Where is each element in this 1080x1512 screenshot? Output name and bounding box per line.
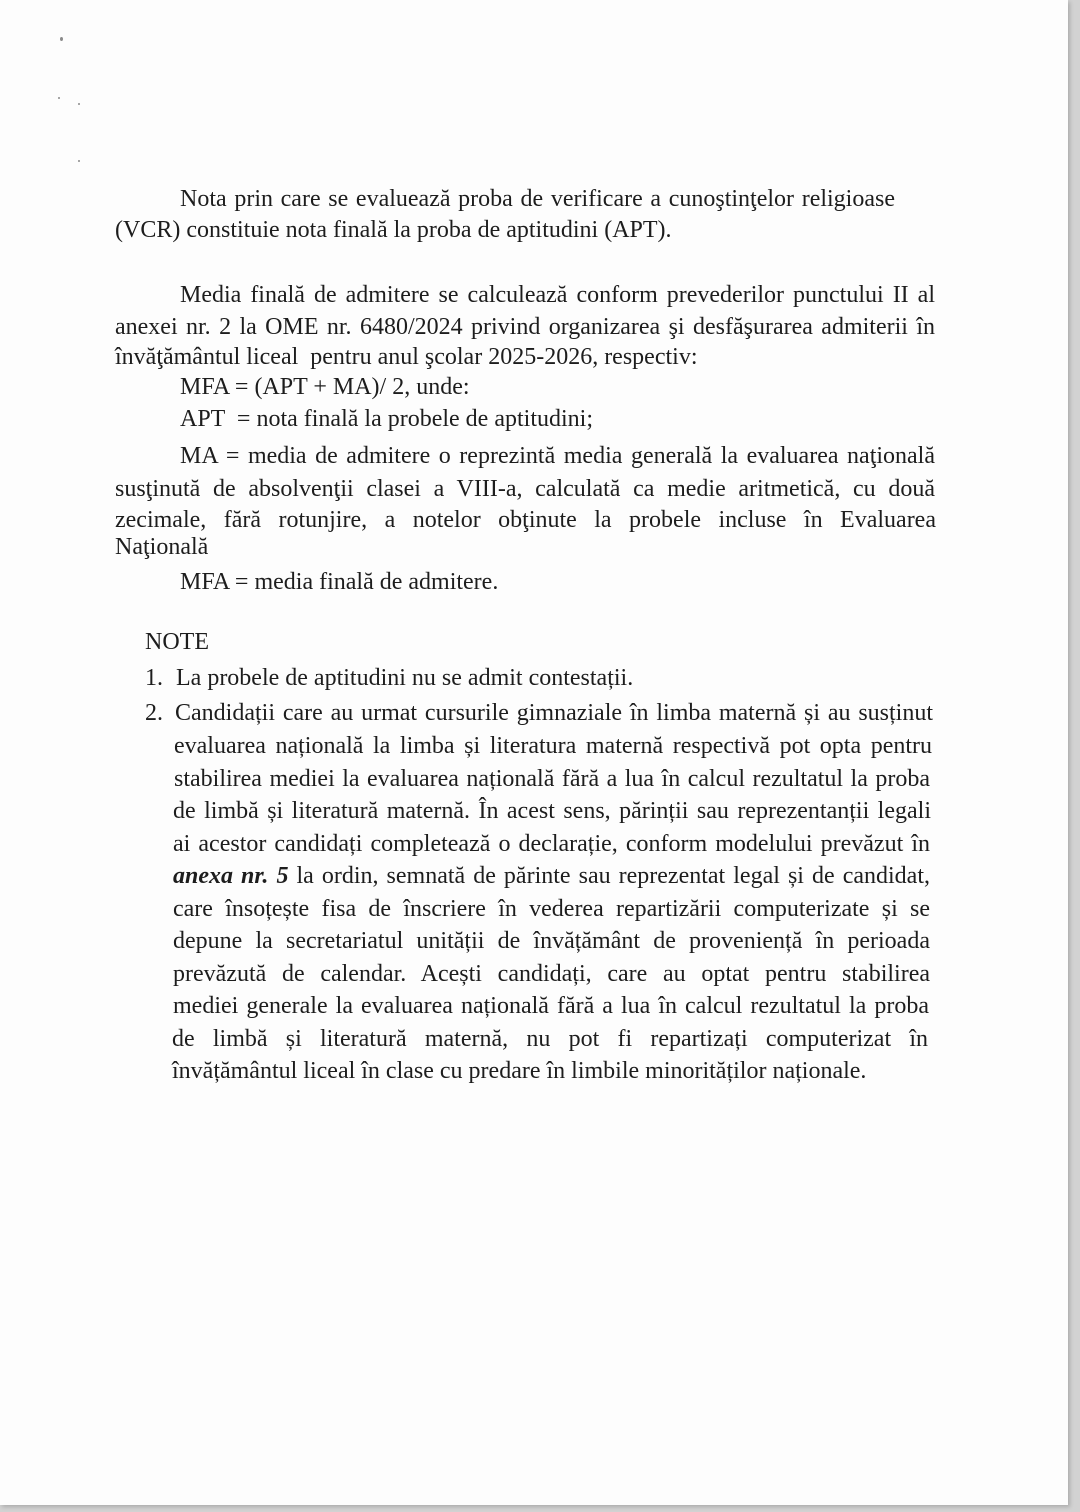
note-2-line: prevăzută de calendar. Acești candidați, care au optat pentru stabilirea	[173, 961, 930, 987]
paragraph-2-line: învăţământul liceal pentru anul şcolar 2025-2026, respectiv:	[115, 344, 698, 370]
note-1-text: La probele de aptitudini nu se admit contestații.	[176, 665, 634, 691]
formula-apt-definition: APT = nota finală la probele de aptitudini;	[180, 406, 593, 432]
note-1-number: 1.	[145, 665, 163, 691]
note-2-line: care însoțește fisa de înscriere în vederea repartizării computerizate și se	[173, 896, 930, 922]
note-2-line: ai acestor candidați completează o declarație, conform modelului prevăzut în	[173, 831, 930, 857]
note-2-line: învățământul liceal în clase cu predare în limbile minorităților naționale.	[172, 1058, 867, 1084]
paragraph-2-line: Media finală de admitere se calculează conform prevederilor punctului II al	[180, 282, 935, 308]
scan-speck	[60, 37, 63, 41]
paragraph-2-line: anexei nr. 2 la OME nr. 6480/2024 privind organizarea şi desfăşurarea admiterii în	[115, 314, 935, 340]
scan-speck	[58, 97, 60, 99]
note-2-line-text: la ordin, semnată de părinte sau reprezentat legal și de candidat,	[288, 863, 930, 889]
paragraph-1-line: (VCR) constituie nota finală la proba de aptitudini (APT).	[115, 217, 672, 243]
paragraph-1-line: Nota prin care se evaluează proba de verificare a cunoştinţelor religioase	[180, 186, 895, 212]
note-2-line: de limbă și literatură maternă, nu pot fi repartizați computerizat în	[172, 1026, 928, 1052]
note-2-line: mediei generale la evaluarea națională fără a lua în calcul rezultatul la proba	[173, 993, 929, 1019]
scan-speck	[78, 160, 80, 162]
note-2-line: evaluarea națională la limba și literatura maternă respectivă pot opta pentru	[174, 733, 932, 759]
annex-reference: anexa nr. 5	[173, 863, 289, 889]
scan-speck	[78, 103, 80, 105]
formula-ma-definition-line: MA = media de admitere o reprezintă media generală la evaluarea naţională	[180, 443, 935, 469]
note-2-number: 2.	[145, 700, 163, 726]
formula-ma-definition-line: Naţională	[115, 534, 209, 560]
note-2-line: Candidații care au urmat cursurile gimnaziale în limba maternă și au susținut	[175, 700, 933, 726]
note-2-line: depune la secretariatul unității de învățământ de proveniență în perioada	[173, 928, 930, 954]
notes-heading: NOTE	[145, 629, 209, 655]
note-2-line: de limbă și literatură maternă. În acest sens, părinții sau reprezentanții legali	[173, 798, 931, 824]
note-2-line-annex-reference	[173, 860, 930, 892]
formula-ma-definition-line: zecimale, fără rotunjire, a notelor obţinute la probele incluse în Evaluarea	[115, 507, 936, 533]
formula-mfa-definition: MFA = media finală de admitere.	[180, 569, 499, 595]
formula-mfa: MFA = (APT + MA)/ 2, unde:	[180, 374, 470, 400]
formula-ma-definition-line: susţinută de absolvenţii clasei a VIII-a, calculată ca medie aritmetică, cu două	[115, 476, 935, 502]
note-2-line: stabilirea mediei la evaluarea națională fără a lua în calcul rezultatul la proba	[174, 766, 930, 792]
